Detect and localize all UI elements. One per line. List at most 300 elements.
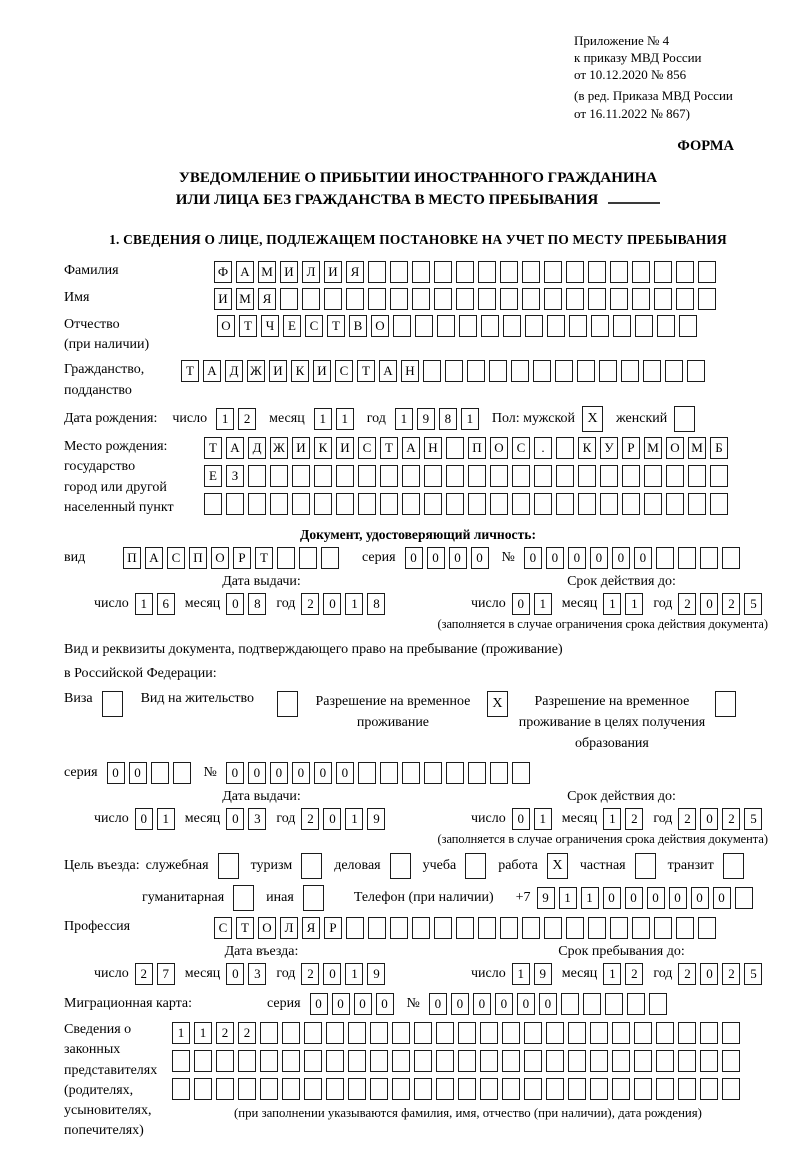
char-cell[interactable]: И [214, 288, 232, 310]
char-cell[interactable]: Я [258, 288, 276, 310]
char-cell[interactable] [722, 1050, 740, 1072]
char-cell[interactable] [445, 360, 463, 382]
char-cell[interactable]: 1 [625, 593, 643, 615]
char-cell[interactable] [446, 465, 464, 487]
char-cell[interactable]: 0 [405, 547, 423, 569]
char-cell[interactable] [590, 1022, 608, 1044]
char-cell[interactable]: 5 [744, 808, 762, 830]
char-cell[interactable] [458, 1078, 476, 1100]
char-cell[interactable] [456, 261, 474, 283]
char-cell[interactable]: 1 [603, 808, 621, 830]
char-cell[interactable] [346, 288, 364, 310]
char-cell[interactable] [370, 1050, 388, 1072]
char-cell[interactable]: 9 [537, 887, 555, 909]
char-cell[interactable] [656, 1078, 674, 1100]
char-cell[interactable] [534, 465, 552, 487]
char-cell[interactable] [700, 1078, 718, 1100]
char-cell[interactable] [610, 288, 628, 310]
char-cell[interactable] [522, 261, 540, 283]
char-cell[interactable]: С [167, 547, 185, 569]
char-cell[interactable]: К [314, 437, 332, 459]
char-cell[interactable]: И [269, 360, 287, 382]
char-cell[interactable] [500, 261, 518, 283]
char-cell[interactable] [676, 288, 694, 310]
char-cell[interactable]: С [335, 360, 353, 382]
char-cell[interactable]: 2 [625, 963, 643, 985]
char-cell[interactable]: Т [181, 360, 199, 382]
option-residence-permit-checkbox[interactable] [277, 691, 298, 717]
char-cell[interactable] [654, 261, 672, 283]
purpose-commercial-checkbox[interactable] [390, 853, 411, 879]
char-cell[interactable]: 3 [248, 808, 266, 830]
char-cell[interactable] [577, 360, 595, 382]
char-cell[interactable] [634, 1022, 652, 1044]
char-cell[interactable] [635, 315, 653, 337]
char-cell[interactable] [346, 917, 364, 939]
char-cell[interactable] [380, 465, 398, 487]
char-cell[interactable]: 0 [376, 993, 394, 1015]
char-cell[interactable]: 0 [512, 593, 530, 615]
char-cell[interactable] [590, 1078, 608, 1100]
char-cell[interactable]: 0 [517, 993, 535, 1015]
char-cell[interactable]: 1 [581, 887, 599, 909]
char-cell[interactable] [676, 917, 694, 939]
char-cell[interactable] [370, 1022, 388, 1044]
char-cell[interactable]: И [280, 261, 298, 283]
char-cell[interactable] [277, 547, 295, 569]
char-cell[interactable]: 0 [427, 547, 445, 569]
char-cell[interactable]: Т [236, 917, 254, 939]
char-cell[interactable]: Н [401, 360, 419, 382]
char-cell[interactable] [546, 1078, 564, 1100]
char-cell[interactable] [600, 493, 618, 515]
char-cell[interactable]: 0 [700, 963, 718, 985]
char-cell[interactable]: О [666, 437, 684, 459]
char-cell[interactable] [304, 1022, 322, 1044]
char-cell[interactable]: 1 [534, 808, 552, 830]
char-cell[interactable] [436, 1022, 454, 1044]
char-cell[interactable]: Ж [270, 437, 288, 459]
char-cell[interactable]: О [490, 437, 508, 459]
char-cell[interactable] [204, 493, 222, 515]
char-cell[interactable]: 0 [107, 762, 125, 784]
char-cell[interactable] [415, 315, 433, 337]
char-cell[interactable] [456, 288, 474, 310]
char-cell[interactable]: 1 [157, 808, 175, 830]
char-cell[interactable] [348, 1050, 366, 1072]
char-cell[interactable] [468, 762, 486, 784]
char-cell[interactable] [368, 261, 386, 283]
char-cell[interactable] [522, 917, 540, 939]
char-cell[interactable] [314, 465, 332, 487]
char-cell[interactable] [569, 315, 587, 337]
char-cell[interactable]: У [600, 437, 618, 459]
char-cell[interactable] [478, 261, 496, 283]
char-cell[interactable]: 0 [634, 547, 652, 569]
char-cell[interactable]: 2 [301, 963, 319, 985]
char-cell[interactable] [490, 465, 508, 487]
char-cell[interactable] [172, 1050, 190, 1072]
char-cell[interactable] [512, 493, 530, 515]
char-cell[interactable] [173, 762, 191, 784]
char-cell[interactable] [226, 493, 244, 515]
char-cell[interactable]: 0 [323, 593, 341, 615]
char-cell[interactable] [533, 360, 551, 382]
char-cell[interactable]: 0 [713, 887, 731, 909]
char-cell[interactable] [502, 1050, 520, 1072]
char-cell[interactable]: 0 [524, 547, 542, 569]
char-cell[interactable] [216, 1078, 234, 1100]
char-cell[interactable] [478, 917, 496, 939]
char-cell[interactable] [481, 315, 499, 337]
char-cell[interactable] [656, 1022, 674, 1044]
char-cell[interactable]: Я [346, 261, 364, 283]
char-cell[interactable] [698, 261, 716, 283]
char-cell[interactable] [556, 493, 574, 515]
char-cell[interactable]: 0 [429, 993, 447, 1015]
char-cell[interactable] [556, 437, 574, 459]
char-cell[interactable] [700, 1022, 718, 1044]
char-cell[interactable]: 0 [451, 993, 469, 1015]
char-cell[interactable] [632, 261, 650, 283]
char-cell[interactable] [402, 762, 420, 784]
char-cell[interactable] [402, 493, 420, 515]
char-cell[interactable]: 1 [461, 408, 479, 430]
char-cell[interactable] [194, 1050, 212, 1072]
char-cell[interactable] [434, 261, 452, 283]
char-cell[interactable]: . [534, 437, 552, 459]
char-cell[interactable] [687, 360, 705, 382]
char-cell[interactable]: 0 [310, 993, 328, 1015]
char-cell[interactable]: 0 [568, 547, 586, 569]
char-cell[interactable] [583, 993, 601, 1015]
char-cell[interactable] [424, 465, 442, 487]
char-cell[interactable] [348, 1078, 366, 1100]
char-cell[interactable]: 0 [647, 887, 665, 909]
char-cell[interactable] [456, 917, 474, 939]
char-cell[interactable]: 0 [336, 762, 354, 784]
char-cell[interactable] [238, 1078, 256, 1100]
char-cell[interactable] [666, 465, 684, 487]
char-cell[interactable] [390, 261, 408, 283]
char-cell[interactable]: 0 [612, 547, 630, 569]
char-cell[interactable] [282, 1078, 300, 1100]
char-cell[interactable] [613, 315, 631, 337]
char-cell[interactable] [676, 261, 694, 283]
char-cell[interactable] [656, 547, 674, 569]
char-cell[interactable] [326, 1022, 344, 1044]
char-cell[interactable] [634, 1050, 652, 1072]
option-temp-residence-checkbox[interactable]: X [487, 691, 508, 717]
char-cell[interactable] [544, 288, 562, 310]
char-cell[interactable]: Ч [261, 315, 279, 337]
char-cell[interactable] [260, 1050, 278, 1072]
char-cell[interactable] [679, 315, 697, 337]
char-cell[interactable] [678, 1050, 696, 1072]
char-cell[interactable]: 9 [367, 808, 385, 830]
char-cell[interactable]: 0 [135, 808, 153, 830]
char-cell[interactable] [282, 1022, 300, 1044]
char-cell[interactable]: 2 [238, 408, 256, 430]
char-cell[interactable]: 0 [449, 547, 467, 569]
char-cell[interactable] [621, 360, 639, 382]
char-cell[interactable]: 1 [314, 408, 332, 430]
char-cell[interactable] [151, 762, 169, 784]
char-cell[interactable] [568, 1022, 586, 1044]
char-cell[interactable] [336, 493, 354, 515]
char-cell[interactable] [414, 1078, 432, 1100]
char-cell[interactable]: 0 [471, 547, 489, 569]
char-cell[interactable] [436, 1050, 454, 1072]
char-cell[interactable] [698, 288, 716, 310]
char-cell[interactable] [414, 1022, 432, 1044]
char-cell[interactable] [282, 1050, 300, 1072]
char-cell[interactable]: Б [710, 437, 728, 459]
char-cell[interactable] [238, 1050, 256, 1072]
char-cell[interactable] [480, 1078, 498, 1100]
char-cell[interactable]: 2 [301, 593, 319, 615]
char-cell[interactable] [612, 1022, 630, 1044]
char-cell[interactable] [666, 493, 684, 515]
char-cell[interactable] [480, 1022, 498, 1044]
char-cell[interactable] [546, 1050, 564, 1072]
char-cell[interactable]: И [313, 360, 331, 382]
char-cell[interactable] [700, 547, 718, 569]
char-cell[interactable]: 0 [669, 887, 687, 909]
char-cell[interactable]: 2 [238, 1022, 256, 1044]
char-cell[interactable] [610, 261, 628, 283]
char-cell[interactable] [688, 465, 706, 487]
char-cell[interactable] [591, 315, 609, 337]
char-cell[interactable] [654, 917, 672, 939]
char-cell[interactable] [424, 762, 442, 784]
char-cell[interactable]: С [305, 315, 323, 337]
char-cell[interactable]: 0 [700, 808, 718, 830]
char-cell[interactable]: Ж [247, 360, 265, 382]
char-cell[interactable] [502, 1078, 520, 1100]
char-cell[interactable]: 2 [722, 808, 740, 830]
char-cell[interactable]: 8 [439, 408, 457, 430]
char-cell[interactable]: 3 [248, 963, 266, 985]
char-cell[interactable] [700, 1050, 718, 1072]
char-cell[interactable] [610, 917, 628, 939]
char-cell[interactable]: А [402, 437, 420, 459]
purpose-private-checkbox[interactable] [635, 853, 656, 879]
char-cell[interactable]: П [189, 547, 207, 569]
char-cell[interactable] [632, 288, 650, 310]
char-cell[interactable] [172, 1078, 190, 1100]
char-cell[interactable]: 1 [395, 408, 413, 430]
char-cell[interactable]: А [379, 360, 397, 382]
char-cell[interactable] [380, 762, 398, 784]
char-cell[interactable] [678, 1078, 696, 1100]
char-cell[interactable] [710, 493, 728, 515]
char-cell[interactable] [588, 261, 606, 283]
char-cell[interactable]: Е [204, 465, 222, 487]
char-cell[interactable]: Т [239, 315, 257, 337]
char-cell[interactable] [644, 493, 662, 515]
char-cell[interactable]: 2 [678, 808, 696, 830]
char-cell[interactable]: И [292, 437, 310, 459]
char-cell[interactable] [393, 315, 411, 337]
char-cell[interactable]: 9 [534, 963, 552, 985]
char-cell[interactable] [390, 288, 408, 310]
char-cell[interactable] [489, 360, 507, 382]
char-cell[interactable] [524, 1050, 542, 1072]
char-cell[interactable] [314, 493, 332, 515]
char-cell[interactable]: Л [280, 917, 298, 939]
char-cell[interactable] [502, 1022, 520, 1044]
char-cell[interactable] [568, 1078, 586, 1100]
char-cell[interactable]: 0 [700, 593, 718, 615]
char-cell[interactable]: Т [204, 437, 222, 459]
char-cell[interactable] [358, 465, 376, 487]
char-cell[interactable] [459, 315, 477, 337]
char-cell[interactable]: 1 [135, 593, 153, 615]
char-cell[interactable] [688, 493, 706, 515]
char-cell[interactable]: Д [248, 437, 266, 459]
char-cell[interactable] [414, 1050, 432, 1072]
char-cell[interactable] [458, 1022, 476, 1044]
char-cell[interactable] [292, 493, 310, 515]
char-cell[interactable]: С [358, 437, 376, 459]
char-cell[interactable] [644, 465, 662, 487]
char-cell[interactable] [722, 1022, 740, 1044]
char-cell[interactable] [248, 493, 266, 515]
char-cell[interactable] [260, 1078, 278, 1100]
char-cell[interactable]: И [324, 261, 342, 283]
char-cell[interactable] [380, 493, 398, 515]
char-cell[interactable]: 0 [603, 887, 621, 909]
char-cell[interactable] [561, 993, 579, 1015]
char-cell[interactable] [524, 1022, 542, 1044]
char-cell[interactable]: 8 [248, 593, 266, 615]
char-cell[interactable] [248, 465, 266, 487]
char-cell[interactable] [678, 1022, 696, 1044]
char-cell[interactable] [556, 465, 574, 487]
char-cell[interactable] [722, 1078, 740, 1100]
char-cell[interactable]: 8 [367, 593, 385, 615]
char-cell[interactable]: 1 [336, 408, 354, 430]
purpose-study-checkbox[interactable] [465, 853, 486, 879]
char-cell[interactable]: 0 [332, 993, 350, 1015]
char-cell[interactable] [735, 887, 753, 909]
char-cell[interactable]: 2 [301, 808, 319, 830]
char-cell[interactable] [270, 465, 288, 487]
char-cell[interactable]: 2 [678, 593, 696, 615]
char-cell[interactable]: П [123, 547, 141, 569]
char-cell[interactable] [336, 465, 354, 487]
char-cell[interactable]: Т [357, 360, 375, 382]
char-cell[interactable]: Д [225, 360, 243, 382]
sex-female-checkbox[interactable] [674, 406, 695, 432]
char-cell[interactable] [412, 261, 430, 283]
char-cell[interactable]: 5 [744, 963, 762, 985]
char-cell[interactable] [546, 1022, 564, 1044]
char-cell[interactable]: 1 [345, 808, 363, 830]
char-cell[interactable] [578, 493, 596, 515]
char-cell[interactable] [710, 465, 728, 487]
char-cell[interactable]: О [217, 315, 235, 337]
purpose-business-checkbox[interactable] [218, 853, 239, 879]
char-cell[interactable]: 0 [691, 887, 709, 909]
char-cell[interactable] [468, 493, 486, 515]
char-cell[interactable] [634, 1078, 652, 1100]
char-cell[interactable]: А [226, 437, 244, 459]
char-cell[interactable] [468, 465, 486, 487]
char-cell[interactable]: О [258, 917, 276, 939]
char-cell[interactable] [423, 360, 441, 382]
char-cell[interactable]: 1 [534, 593, 552, 615]
char-cell[interactable] [370, 1078, 388, 1100]
char-cell[interactable] [643, 360, 661, 382]
char-cell[interactable] [544, 261, 562, 283]
char-cell[interactable]: Ф [214, 261, 232, 283]
char-cell[interactable] [446, 762, 464, 784]
char-cell[interactable]: В [349, 315, 367, 337]
char-cell[interactable]: П [468, 437, 486, 459]
char-cell[interactable]: 9 [367, 963, 385, 985]
char-cell[interactable]: 1 [216, 408, 234, 430]
char-cell[interactable]: 0 [226, 593, 244, 615]
char-cell[interactable]: И [336, 437, 354, 459]
char-cell[interactable] [446, 437, 464, 459]
char-cell[interactable] [402, 465, 420, 487]
char-cell[interactable] [424, 493, 442, 515]
char-cell[interactable]: 0 [512, 808, 530, 830]
char-cell[interactable]: З [226, 465, 244, 487]
purpose-tourism-checkbox[interactable] [301, 853, 322, 879]
char-cell[interactable]: 0 [270, 762, 288, 784]
char-cell[interactable] [678, 547, 696, 569]
char-cell[interactable] [216, 1050, 234, 1072]
char-cell[interactable]: С [214, 917, 232, 939]
purpose-other-checkbox[interactable] [303, 885, 324, 911]
char-cell[interactable]: С [512, 437, 530, 459]
char-cell[interactable] [612, 1050, 630, 1072]
char-cell[interactable]: 0 [590, 547, 608, 569]
char-cell[interactable] [534, 493, 552, 515]
char-cell[interactable] [467, 360, 485, 382]
option-temp-residence-education-checkbox[interactable] [715, 691, 736, 717]
char-cell[interactable] [522, 288, 540, 310]
char-cell[interactable] [368, 288, 386, 310]
char-cell[interactable] [304, 1078, 322, 1100]
char-cell[interactable] [500, 917, 518, 939]
char-cell[interactable] [260, 1022, 278, 1044]
char-cell[interactable]: Р [324, 917, 342, 939]
char-cell[interactable]: 2 [216, 1022, 234, 1044]
char-cell[interactable] [412, 917, 430, 939]
char-cell[interactable] [390, 917, 408, 939]
char-cell[interactable]: Р [233, 547, 251, 569]
char-cell[interactable] [194, 1078, 212, 1100]
char-cell[interactable] [566, 288, 584, 310]
char-cell[interactable] [490, 493, 508, 515]
char-cell[interactable]: М [236, 288, 254, 310]
char-cell[interactable] [566, 261, 584, 283]
char-cell[interactable] [270, 493, 288, 515]
char-cell[interactable]: 1 [172, 1022, 190, 1044]
char-cell[interactable] [324, 288, 342, 310]
char-cell[interactable] [656, 1050, 674, 1072]
char-cell[interactable] [434, 917, 452, 939]
char-cell[interactable]: 0 [248, 762, 266, 784]
char-cell[interactable]: 0 [129, 762, 147, 784]
option-visa-checkbox[interactable] [102, 691, 123, 717]
char-cell[interactable] [280, 288, 298, 310]
char-cell[interactable] [632, 917, 650, 939]
